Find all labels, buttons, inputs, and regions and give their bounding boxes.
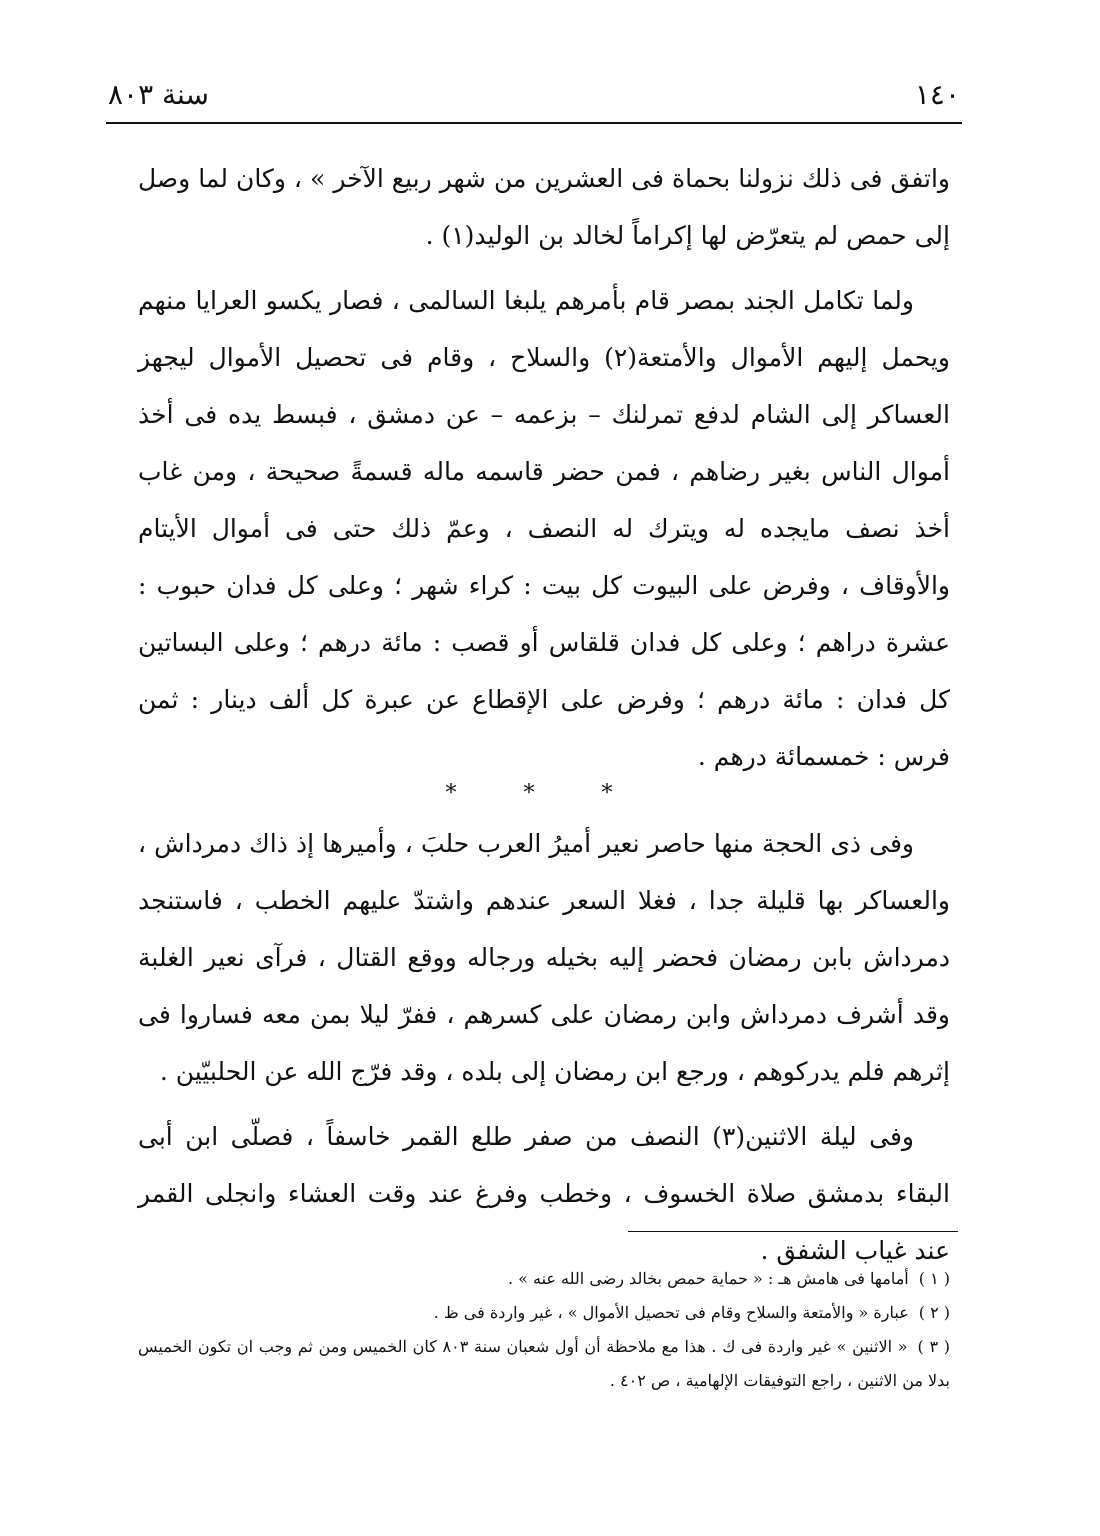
paragraph-3: وفى ذى الحجة منها حاصر نعير أميرُ العرب حلبَ ، وأميرها إذ ذاك دمرداش ، والعساكر بها قليلة جدا ، فغلا السعر عندهم واشتدّ عليهم الخطب ، فاستنجد دمرداش بابن رمضان فحضر إليه بخيله ورجاله ووقع القتال ، فرآى نعير الغلبة وقد أشرف دمرداش وابن رمضان على كسرهم ، ففرّ ليلا بمن معه فساروا فى إثرهم فلم يدركوهم ، ورجع ابن رمضان إلى بلده ، وقد فرّج الله عن الحلبيّين . [138, 829, 950, 1086]
footnote-text: « الاثنين » غير واردة فى ك . هذا مع ملاحظة أن أول شعبان سنة ٨٠٣ كان الخميس ومن ثم وجب ان تكون الخميس بدلا من الاثنين ، راجع التوفيقات الإلهامية ، ص ٤٠٢ . [138, 1337, 950, 1390]
section-separator: * * * [445, 781, 643, 806]
footnote-number: ( ١ ) [918, 1269, 950, 1288]
footnote-text: عبارة « والأمتعة والسلاح وقام فى تحصيل الأموال » ، غير واردة فى ظ . [433, 1303, 909, 1322]
main-text [138, 150, 950, 1279]
footnote-number: ( ٣ ) [917, 1337, 951, 1356]
footnote-3 [138, 1330, 950, 1398]
footnote-1 [138, 1262, 950, 1296]
header-rule [106, 122, 962, 124]
paragraph-4: وفى ليلة الاثنين(٣) النصف من صفر طلع القمر خاسفاً ، فصلّى ابن أبى البقاء بدمشق صلاة الخسوف ، وخطب وفرغ عند وقت العشاء وانجلى القمر عند غياب الشفق . [138, 1122, 950, 1265]
paragraph-2: ولما تكامل الجند بمصر قام بأمرهم يلبغا السالمى ، فصار يكسو العرايا منهم ويحمل إليهم الأموال والأمتعة(٢) والسلاح ، وقام فى تحصيل الأموال ليجهز العساكر إلى الشام لدفع تمرلنك – بزعمه – عن دمشق ، فبسط يده فى أخذ أموال الناس بغير رضاهم ، فمن حضر قاسمه ماله قسمةً صحيحة ، ومن غاب أخذ نصف مايجده له ويترك له النصف ، وعمّ ذلك حتى فى أموال الأيتام والأوقاف ، وفرض على البيوت كل بيت : كراء شهر ؛ وعلى كل فدان حبوب : عشرة دراهم ؛ وعلى كل فدان قلقاس أو قصب : مائة درهم ؛ وعلى البساتين كل فدان : مائة درهم ؛ وفرض على الإقطاع عن عبرة كل ألف دينار : ثمن فرس : خمسمائة درهم . [138, 286, 950, 771]
footnotes [138, 1262, 950, 1398]
page-header [108, 78, 960, 118]
running-head: سنة ٨٠٣ [108, 78, 209, 111]
footnote-rule [628, 1231, 958, 1232]
footnote-number: ( ٢ ) [918, 1303, 950, 1322]
footnote-text: أمامها فى هامش هـ : « حماية حمص بخالد رضى الله عنه » . [507, 1269, 909, 1288]
page-number: ١٤٠ [914, 78, 960, 111]
footnote-2 [138, 1296, 950, 1330]
paragraph-1: واتفق فى ذلك نزولنا بحماة فى العشرين من شهر ربيع الآخر » ، وكان لما وصل إلى حمص لم يتعرّض لها إكراماً لخالد بن الوليد(١) . [138, 164, 950, 250]
